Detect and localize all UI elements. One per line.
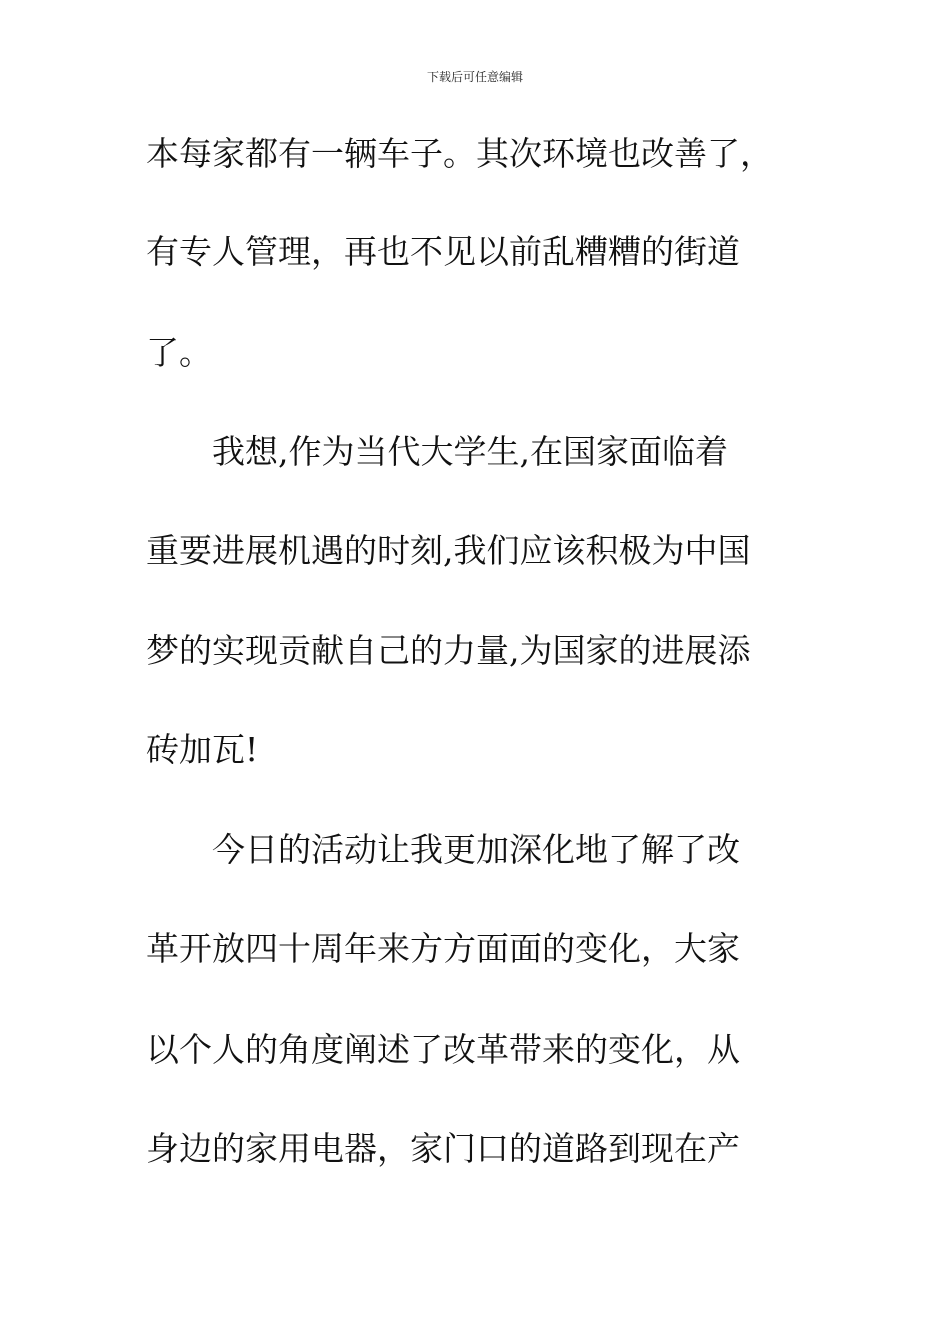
text-line: 有专人管理，再也不见以前乱糟糟的街道: [146, 232, 740, 271]
text-line: 以个人的角度阐述了改革带来的变化，从: [146, 1030, 740, 1069]
text-line: 了。: [146, 333, 212, 372]
text-line: 本每家都有一辆车子。其次环境也改善了，: [146, 134, 773, 173]
text-line: 我想,作为当代大学生,在国家面临着: [146, 432, 728, 471]
text-line: 砖加瓦!: [146, 730, 259, 769]
page-header: 下载后可任意编辑: [426, 70, 523, 84]
text-line: 重要进展机遇的时刻,我们应该积极为中国: [146, 531, 751, 570]
text-line: 革开放四十周年来方方面面的变化，大家: [146, 929, 740, 968]
text-line: 今日的活动让我更加深化地了解了改: [146, 830, 740, 869]
text-line: 身边的家用电器，家门口的道路到现在产: [146, 1129, 740, 1168]
text-line: 梦的实现贡献自己的力量,为国家的进展添: [146, 631, 751, 670]
